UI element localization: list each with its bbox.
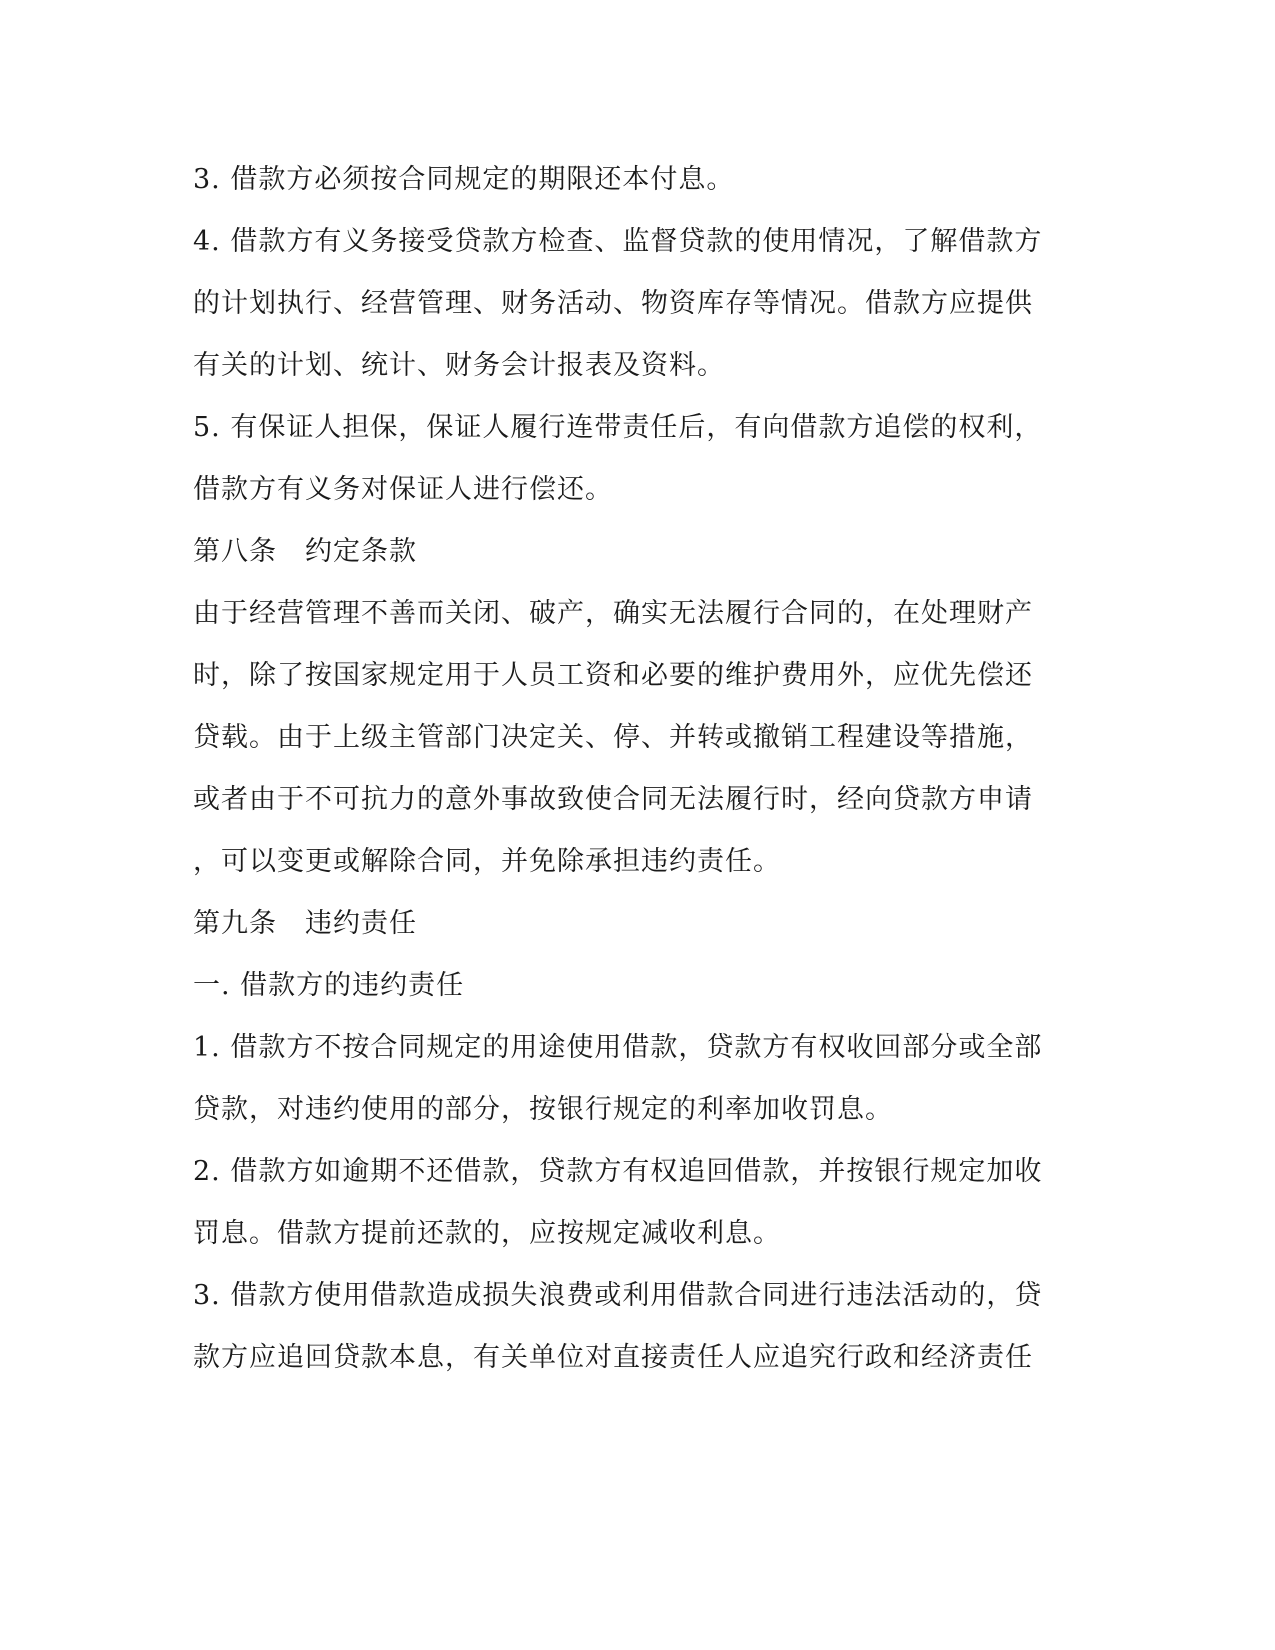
subsection-heading: 一. 借款方的违约责任 (193, 970, 465, 1001)
section-heading: 第九条 违约责任 (193, 908, 417, 939)
text-line: 的计划执行、经营管理、财务活动、物资库存等情况。借款方应提供 (193, 288, 1033, 319)
text-line: 由于经营管理不善而关闭、破产，确实无法履行合同的，在处理财产 (193, 598, 1033, 629)
text-line: 4. 借款方有义务接受贷款方检查、监督贷款的使用情况，了解借款方 (193, 226, 1043, 257)
text-line: 罚息。借款方提前还款的，应按规定减收利息。 (193, 1218, 781, 1249)
text-line: 时，除了按国家规定用于人员工资和必要的维护费用外，应优先偿还 (193, 660, 1033, 691)
text-line: 1. 借款方不按合同规定的用途使用借款，贷款方有权收回部分或全部 (193, 1032, 1043, 1063)
text-line: 有关的计划、统计、财务会计报表及资料。 (193, 350, 725, 381)
text-line: 5. 有保证人担保，保证人履行连带责任后，有向借款方追偿的权利， (193, 412, 1043, 443)
text-line: 或者由于不可抗力的意外事故致使合同无法履行时，经向贷款方申请 (193, 784, 1033, 815)
text-line: ，可以变更或解除合同，并免除承担违约责任。 (193, 846, 781, 877)
text-line: 借款方有义务对保证人进行偿还。 (193, 474, 613, 505)
text-line: 2. 借款方如逾期不还借款，贷款方有权追回借款，并按银行规定加收 (193, 1156, 1043, 1187)
text-line: 3. 借款方使用借款造成损失浪费或利用借款合同进行违法活动的，贷 (193, 1280, 1043, 1311)
text-line: 3. 借款方必须按合同规定的期限还本付息。 (193, 164, 735, 195)
section-heading: 第八条 约定条款 (193, 536, 417, 567)
text-line: 贷款，对违约使用的部分，按银行规定的利率加收罚息。 (193, 1094, 893, 1125)
text-line: 款方应追回贷款本息，有关单位对直接责任人应追究行政和经济责任 (193, 1342, 1033, 1373)
text-line: 贷载。由于上级主管部门决定关、停、并转或撤销工程建设等措施， (193, 722, 1033, 753)
